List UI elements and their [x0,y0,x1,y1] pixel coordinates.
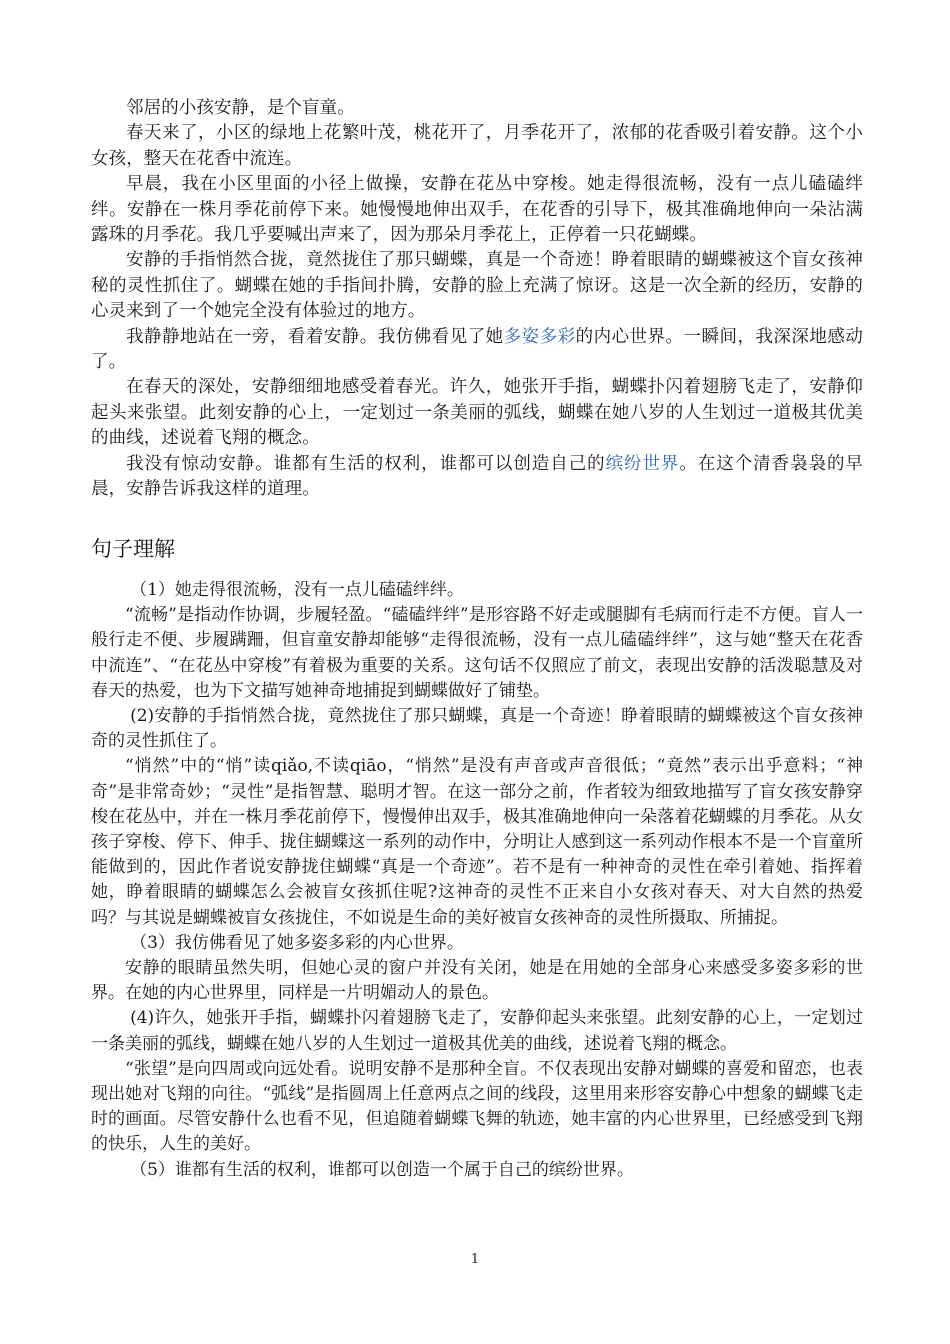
link-binfen-shijie[interactable]: 缤纷世界 [605,453,680,474]
story-paragraph-5-text-b: 的内心世界。一瞬间，我深深地感动了。 [91,326,863,373]
question-3: （3）我仿佛看见了她多姿多彩的内心世界。 [130,932,464,953]
story-paragraph-5-text-a: 我静静地站在一旁，看着安静。我仿佛看见了她 [126,326,504,347]
story-paragraph-3: 早晨，我在小区里面的小径上做操，安静在花丛中穿梭。她走得很流畅，没有一点儿磕磕绊绊。安静在一株月季花前停下来。她慢慢地伸出双手，在花香的引导下，极其准确地伸向一朵沾满露珠的月季花。我几乎要喊出声来了，因为那朵月季花上，正停着一只花蝴蝶。 [91,174,863,246]
story-paragraph-5 [91,325,863,376]
story-paragraph-7 [91,452,863,503]
story-paragraph-7-text-b: 。在这个清香袅袅的早晨，安静告诉我这样的道理。 [91,453,864,500]
answer-1: “流畅”是指动作协调，步履轻盈。“磕磕绊绊”是形容路不好走或腿脚有毛病而行走不方便。盲人一般行走不便、步履蹒跚，但盲童安静却能够“走得很流畅，没有一点儿磕磕绊绊”，这与她“整天在花香中流连”、“在花丛中穿梭”有着极为重要的关系。这句话不仅照应了前文，表现出安静的活泼聪慧及对春天的热爱，也为下文描写她神奇地捕捉到蝴蝶做好了铺垫。 [91,605,863,701]
page-number: 1 [470,1252,480,1267]
answer-3: 安静的眼睛虽然失明，但她心灵的窗户并没有关闭，她是在用她的全部身心来感受多姿多彩的世界。在她的内心世界里，同样是一片明媚动人的景色。 [91,958,863,1004]
question-5: （5）谁都有生活的权利，谁都可以创造一个属于自己的缤纷世界。 [130,1159,634,1180]
answer-2: “悄然”中的“悄”读qiǎo,不读qiāo，“悄然”是没有声音或声音很低；“竟然”表示出乎意料；“神奇”是非常奇妙；“灵性”是指智慧、聪明才智。在这一部分之前，作者较为细致地描写了盲女孩安静穿梭在花丛中，并在一株月季花前停下，慢慢伸出双手，极其准确地伸向一朵落着花蝴蝶的月季花。从女孩子穿梭、停下、伸手、拢住蝴蝶这一系列的动作中，分明让人感到这一系列动作根本不是一个盲童所能做到的，因此作者说安静拢住蝴蝶“真是一个奇迹”。若不是有一种神奇的灵性在牵引着她、指挥着她，睁着眼睛的蝴蝶怎么会被盲女孩抓住呢?这神奇的灵性不正来自小女孩对春天、对大自然的热爱吗？与其说是蝴蝶被盲女孩拢住，不如说是生命的美好被盲女孩神奇的灵性所摄取、所捕捉。 [91,756,863,928]
story-paragraph-1: 邻居的小孩安静，是个盲童。 [126,98,355,118]
story-text [91,96,863,503]
story-paragraph-2: 春天来了，小区的绿地上花繁叶茂，桃花开了，月季花开了，浓郁的花香吸引着安静。这个小女孩，整天在花香中流连。 [91,123,863,169]
story-paragraph-4: 安静的手指悄然合拢，竟然拢住了那只蝴蝶，真是一个奇迹！睁着眼睛的蝴蝶被这个盲女孩神秘的灵性抓住了。蝴蝶在她的手指间扑腾，安静的脸上充满了惊讶。这是一次全新的经历，安静的心灵来到了一个她完全没有体验过的地方。 [91,250,863,322]
question-4: (4)许久，她张开手指，蝴蝶扑闪着翅膀飞走了，安静仰起头来张望。此刻安静的心上，一定划过一条美丽的弧线，蝴蝶在她八岁的人生划过一道极其优美的曲线，述说着飞翔的概念。 [91,1008,863,1054]
question-2: (2)安静的手指悄然合拢，竟然拢住了那只蝴蝶，真是一个奇迹！睁着眼睛的蝴蝶被这个盲女孩神奇的灵性抓住了。 [91,706,863,752]
section-heading: 句子理解 [91,537,175,561]
question-1: （1）她走得很流畅，没有一点儿磕磕绊绊。 [130,580,464,600]
story-paragraph-7-text-a: 我没有惊动安静。谁都有生活的权利，谁都可以创造自己的 [126,453,606,474]
answer-4: “张望”是向四周或向远处看。说明安静不是那种全盲。不仅表现出安静对蝴蝶的喜爱和留恋，也表现出她对飞翔的向往。“弧线”是指圆周上任意两点之间的线段，这里用来形容安静心中想象的蝴蝶飞走时的画面。尽管安静什么也看不见，但追随着蝴蝶飞舞的轨迹，她丰富的内心世界里，已经感受到飞翔的快乐，人生的美好。 [91,1058,863,1155]
link-duozi-duocai[interactable]: 多姿多彩 [503,326,576,347]
sentence-analysis [91,578,863,1183]
story-paragraph-6: 在春天的深处，安静细细地感受着春光。许久，她张开手指，蝴蝶扑闪着翅膀飞走了，安静仰起头来张望。此刻安静的心上，一定划过一条美丽的弧线，蝴蝶在她八岁的人生划过一道极其优美的曲线，述说着飞翔的概念。 [91,377,863,449]
